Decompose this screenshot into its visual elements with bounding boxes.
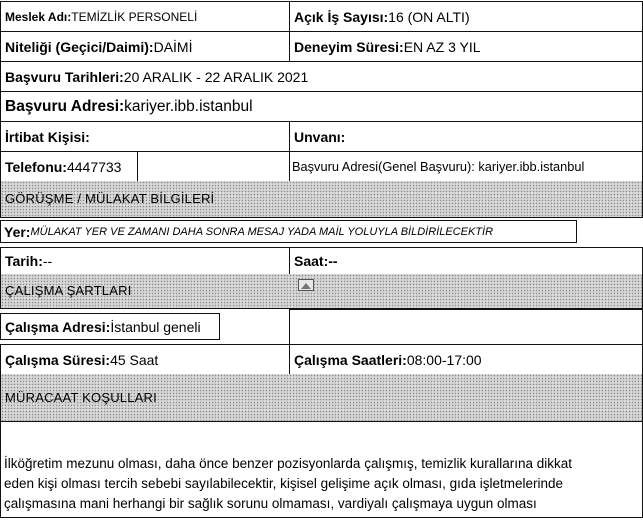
niteligi-label: Niteliği (Geçici/Daimi): xyxy=(5,38,154,55)
kosullar-spacer xyxy=(0,421,643,453)
gorusme-mulakat-header xyxy=(0,181,643,218)
image-placeholder-icon xyxy=(298,279,314,291)
genel-basvuru-text: Başvuru Adresi(Genel Başvuru): kariyer.ibb.istanbul xyxy=(292,158,585,174)
calisma-adresi-cell xyxy=(0,313,220,340)
calisma-adresi-value: İstanbul geneli xyxy=(110,318,201,335)
irtibat-kisisi-label: İrtibat Kişisi: xyxy=(5,128,90,145)
muracaat-kosullari-title: MÜRACAAT KOŞULLARI xyxy=(5,389,157,405)
calisma-suresi-label: Çalışma Süresi: xyxy=(5,351,111,368)
calisma-adresi-right-cell xyxy=(289,309,643,345)
unvani-cell xyxy=(289,121,643,152)
calisma-adresi-label: Çalışma Adresi: xyxy=(5,318,111,335)
niteligi-value: DAİMİ xyxy=(153,38,193,55)
calisma-suresi-value: 45 Saat xyxy=(110,351,159,368)
acik-is-sayisi-cell xyxy=(289,1,643,32)
gorusme-mulakat-title: GÖRÜŞME / MÜLAKAT BİLGİLERİ xyxy=(5,191,215,206)
kosullar-line-1: İlköğretim mezunu olması, daha önce benzer pozisyonlarda çalışmış, temizlik kurallarına dikkat xyxy=(4,456,573,471)
calisma-saatleri-value: 08:00-17:00 xyxy=(406,351,482,368)
meslek-adi-value: TEMİZLİK PERSONELİ xyxy=(71,9,198,24)
basvuru-tarihleri-value: 20 ARALIK - 22 ARALIK 2021 xyxy=(123,68,309,85)
kosullar-paragraph xyxy=(0,452,643,518)
yer-cell xyxy=(0,220,577,243)
basvuru-tarihleri-label: Başvuru Tarihleri: xyxy=(5,68,124,85)
basvuru-adresi-cell xyxy=(0,91,643,122)
yer-value: MÜLAKAT YER VE ZAMANI DAHA SONRA MESAJ YADA MAİL YOLUYLA BİLDİRİLECEKTİR xyxy=(30,225,494,238)
calisma-suresi-cell xyxy=(0,344,290,375)
muracaat-kosullari-header xyxy=(0,374,643,422)
basvuru-tarihleri-cell xyxy=(0,61,643,92)
tarih-cell xyxy=(0,247,290,275)
irtibat-kisisi-cell xyxy=(0,121,290,152)
saat-cell xyxy=(289,247,643,275)
meslek-adi-cell xyxy=(0,1,290,32)
deneyim-suresi-value: EN AZ 3 YIL xyxy=(403,38,481,55)
yer-label: Yer: xyxy=(4,223,31,240)
niteligi-cell xyxy=(0,31,290,62)
acik-is-sayisi-label: Açık İş Sayısı: xyxy=(294,8,389,25)
calisma-sartlari-header xyxy=(0,274,643,309)
calisma-sartlari-title: ÇALIŞMA ŞARTLARI xyxy=(5,283,132,298)
saat-label: Saat: xyxy=(294,253,329,269)
acik-is-sayisi-value: 16 (ON ALTI) xyxy=(388,8,470,25)
basvuru-adresi-label: Başvuru Adresi: xyxy=(5,97,125,115)
tarih-value: -- xyxy=(42,253,53,269)
saat-value: -- xyxy=(328,253,338,269)
kosullar-line-2: eden kişi olması tercih sebebi sayılabilecektir, kişisel gelişime açık olması, gıda işletmelerinde xyxy=(4,476,563,491)
kosullar-line-3: çalışmasına mani herhangi bir sağlık sorunu olmaması, vardiyalı çalışmaya uygun olması xyxy=(4,496,537,511)
deneyim-suresi-cell xyxy=(289,31,643,62)
calisma-saatleri-label: Çalışma Saatleri: xyxy=(294,351,407,368)
calisma-saatleri-cell xyxy=(289,344,643,375)
telefonu-value: 4447733 xyxy=(66,158,122,175)
unvani-label: Unvanı: xyxy=(294,128,346,145)
tarih-label: Tarih: xyxy=(5,253,43,269)
basvuru-adresi-value: kariyer.ibb.istanbul xyxy=(124,97,253,115)
telefonu-label: Telefonu: xyxy=(5,158,67,175)
deneyim-suresi-label: Deneyim Süresi: xyxy=(294,38,404,55)
telefonu-cell xyxy=(0,151,138,182)
genel-basvuru-cell xyxy=(289,151,643,182)
meslek-adi-label: Meslek Adı: xyxy=(5,9,72,24)
